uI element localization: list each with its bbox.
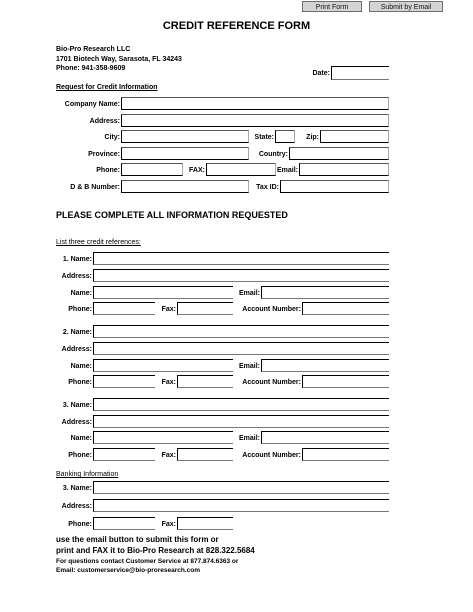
ref1-email-label: Email: (238, 290, 260, 297)
ref3-address-label: Address: (61, 419, 92, 426)
ref3-contact-name-label: Name: (70, 435, 92, 442)
company-name-label: Company Name: (64, 101, 120, 108)
banking-heading: Banking Information (56, 471, 119, 478)
ref2-account-field[interactable] (302, 375, 389, 388)
tax-id-field[interactable] (280, 180, 389, 193)
ref3-phone-field[interactable] (93, 448, 155, 461)
zip-label: Zip: (306, 134, 319, 141)
ref2-phone-field[interactable] (93, 375, 155, 388)
state-field[interactable] (275, 130, 295, 143)
bank-name-label: 3. Name: (62, 485, 92, 492)
ref1-account-label: Account Number: (242, 306, 301, 313)
ref3-phone-label: Phone: (68, 452, 92, 459)
ref3-account-field[interactable] (302, 448, 389, 461)
bank-address-field[interactable] (93, 499, 389, 512)
request-section-heading: Request for Credit Information (56, 84, 158, 91)
print-form-button[interactable]: Print Form (302, 1, 362, 12)
bank-fax-field[interactable] (177, 517, 233, 530)
ref2-address-label: Address: (61, 346, 92, 353)
bank-phone-field[interactable] (93, 517, 155, 530)
duns-label: D & B Number: (70, 184, 120, 191)
ref2-phone-label: Phone: (68, 379, 92, 386)
ref3-email-field[interactable] (261, 431, 389, 444)
ref3-account-label: Account Number: (242, 452, 301, 459)
ref3-fax-label: Fax: (161, 452, 176, 459)
ref1-email-field[interactable] (261, 286, 389, 299)
ref1-address-field[interactable] (93, 269, 389, 282)
tax-id-label: Tax ID: (256, 184, 279, 191)
bank-name-field[interactable] (93, 481, 389, 494)
ref3-name-field[interactable] (93, 398, 389, 411)
submit-by-email-button[interactable]: Submit by Email (369, 1, 443, 12)
zip-field[interactable] (320, 130, 389, 143)
footer-contact-2: Email: customerservice@bio-proresearch.com (56, 567, 200, 574)
province-label: Province: (88, 151, 120, 158)
ref1-contact-name-label: Name: (70, 290, 92, 297)
email-label: Email: (276, 167, 298, 174)
ref2-contact-name-label: Name: (70, 363, 92, 370)
ref3-fax-field[interactable] (177, 448, 233, 461)
ref1-fax-field[interactable] (177, 302, 233, 315)
ref2-email-field[interactable] (261, 359, 389, 372)
ref2-fax-field[interactable] (177, 375, 233, 388)
ref1-name-label: 1. Name: (62, 256, 92, 263)
complete-notice: PLEASE COMPLETE ALL INFORMATION REQUESTED (56, 210, 288, 220)
ref2-name-field[interactable] (93, 325, 389, 338)
footer-instruction-2: print and FAX it to Bio-Pro Research at 828.322.5684 (56, 546, 255, 555)
ref1-address-label: Address: (61, 273, 92, 280)
fax-label: FAX: (189, 167, 205, 174)
country-field[interactable] (289, 147, 389, 160)
bank-phone-label: Phone: (68, 521, 92, 528)
ref1-account-field[interactable] (302, 302, 389, 315)
ref3-address-field[interactable] (93, 415, 389, 428)
phone-label: Phone: (96, 167, 120, 174)
country-label: Country: (258, 151, 288, 158)
email-field[interactable] (299, 163, 389, 176)
ref3-email-label: Email: (238, 435, 260, 442)
company-address: 1701 Biotech Way, Sarasota, FL 34243 (56, 56, 182, 63)
ref2-fax-label: Fax: (161, 379, 176, 386)
province-field[interactable] (121, 147, 249, 160)
ref1-phone-field[interactable] (93, 302, 155, 315)
ref1-name-field[interactable] (93, 252, 389, 265)
references-heading: List three credit references: (56, 239, 141, 246)
ref1-fax-label: Fax: (161, 306, 176, 313)
ref3-name-label: 3. Name: (62, 402, 92, 409)
fax-field[interactable] (206, 163, 276, 176)
ref2-contact-name-field[interactable] (93, 359, 233, 372)
bank-address-label: Address: (61, 503, 92, 510)
state-label: State: (254, 134, 274, 141)
ref2-account-label: Account Number: (242, 379, 301, 386)
ref2-email-label: Email: (238, 363, 260, 370)
city-field[interactable] (121, 130, 249, 143)
address-label: Address: (89, 118, 120, 125)
ref2-address-field[interactable] (93, 342, 389, 355)
company-name-field[interactable] (121, 97, 389, 110)
page-title: CREDIT REFERENCE FORM (162, 20, 311, 32)
duns-field[interactable] (121, 180, 249, 193)
date-label: Date: (312, 70, 330, 77)
ref1-contact-name-field[interactable] (93, 286, 233, 299)
ref3-contact-name-field[interactable] (93, 431, 233, 444)
bank-fax-label: Fax: (161, 521, 176, 528)
footer-contact-1: For questions contact Customer Service at 877.874.6363 or (56, 558, 239, 565)
date-field[interactable] (331, 66, 389, 80)
ref2-name-label: 2. Name: (62, 329, 92, 336)
phone-field[interactable] (121, 163, 183, 176)
company-name: Bio-Pro Research LLC (56, 46, 131, 53)
ref1-phone-label: Phone: (68, 306, 92, 313)
company-phone: Phone: 941-358-9609 (56, 65, 126, 72)
city-label: City: (104, 134, 120, 141)
footer-instruction-1: use the email button to submit this form or (56, 535, 219, 544)
address-field[interactable] (121, 114, 389, 127)
